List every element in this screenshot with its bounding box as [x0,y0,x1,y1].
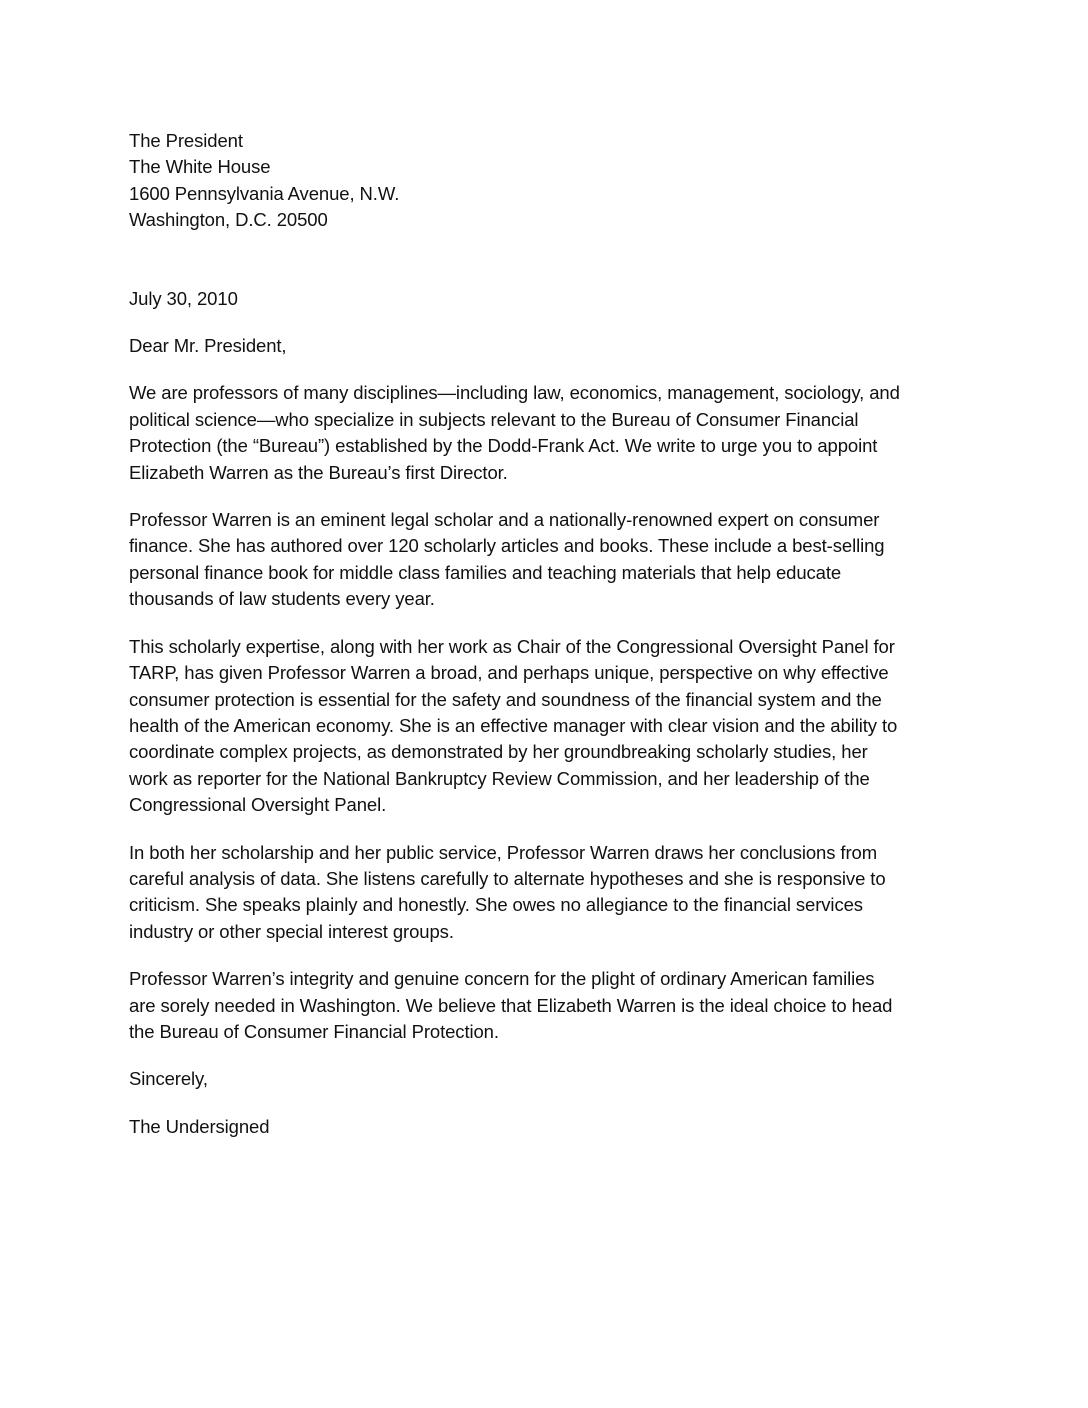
paragraph-line: This scholarly expertise, along with her work as Chair of the Congressional Oversight Panel for [129,635,895,657]
closing [129,1066,969,1092]
paragraph-line: TARP, has given Professor Warren a broad, and perhaps unique, perspective on why effective [129,662,889,684]
paragraph-line: careful analysis of data. She listens carefully to alternate hypotheses and she is responsive to [129,867,886,889]
paragraph-line: personal finance book for middle class families and teaching materials that help educate [129,561,842,583]
paragraph-line: the Bureau of Consumer Financial Protection. [129,1020,499,1042]
address-line: 1600 Pennsylvania Avenue, N.W. [129,182,400,204]
date-text: July 30, 2010 [129,287,238,309]
salutation-text: Dear Mr. President, [129,335,287,357]
paragraph-line: finance. She has authored over 120 scholarly articles and books. These include a best-selling [129,535,885,557]
paragraph-line: thousands of law students every year. [129,588,435,610]
paragraph-line: health of the American economy. She is an effective manager with clear vision and the ability to [129,714,898,736]
paragraph-3 [129,634,969,819]
paragraph-line: work as reporter for the National Bankruptcy Review Commission, and her leadership of the [129,767,870,789]
address-line: The President [129,130,243,151]
signature-text: The Undersigned [129,1115,270,1137]
paragraph-5 [129,966,969,1045]
paragraph-line: criticism. She speaks plainly and honestly. She owes no allegiance to the financial services [129,894,863,916]
paragraph-line: consumer protection is essential for the safety and soundness of the financial system and the [129,688,882,710]
letter-body [129,128,969,1140]
address-line: The White House [129,156,271,178]
paragraph-line: political science—who specialize in subjects relevant to the Bureau of Consumer Financial [129,408,859,430]
paragraph-line: coordinate complex projects, as demonstrated by her groundbreaking scholarly studies, her [129,741,868,763]
paragraph-1 [129,380,969,486]
closing-text: Sincerely, [129,1068,208,1090]
salutation [129,333,969,359]
letter-date [129,286,969,312]
paragraph-line: We are professors of many disciplines—including law, economics, management, sociology, and [129,382,900,404]
paragraph-line: are sorely needed in Washington. We believe that Elizabeth Warren is the ideal choice to head [129,994,893,1016]
paragraph-line: Protection (the “Bureau”) established by the Dodd-Frank Act. We write to urge you to appoint [129,435,878,457]
paragraph-4 [129,840,969,946]
signature [129,1114,969,1140]
paragraph-line: Professor Warren’s integrity and genuine concern for the plight of ordinary American families [129,968,875,990]
paragraph-line: industry or other special interest groups. [129,920,454,942]
paragraph-line: Elizabeth Warren as the Bureau’s first Director. [129,461,508,483]
paragraph-line: Congressional Oversight Panel. [129,794,387,816]
recipient-address [129,128,969,234]
paragraph-line: Professor Warren is an eminent legal scholar and a nationally-renowned expert on consumer [129,509,880,531]
paragraph-2 [129,507,969,613]
address-line: Washington, D.C. 20500 [129,209,328,231]
paragraph-line: In both her scholarship and her public service, Professor Warren draws her conclusions from [129,841,878,863]
